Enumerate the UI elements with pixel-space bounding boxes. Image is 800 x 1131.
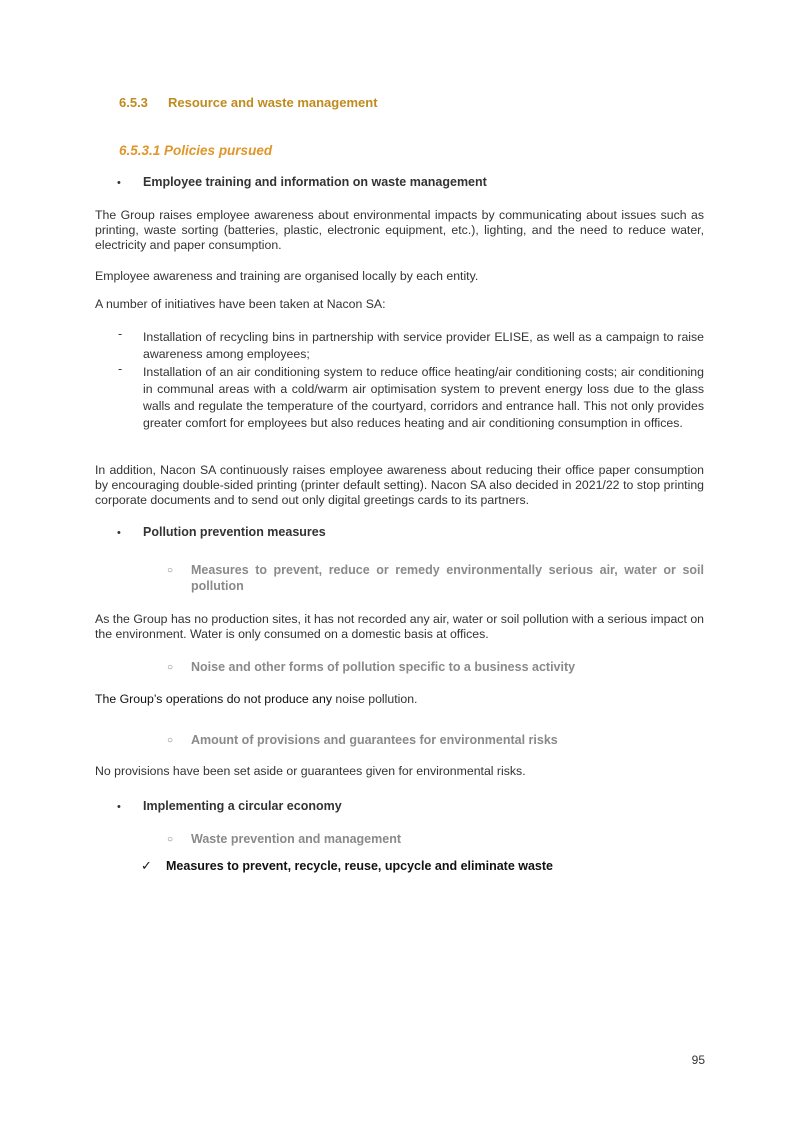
section-number: 6.5.3: [119, 95, 148, 110]
section-heading: [119, 95, 378, 110]
checkmark-icon: ✓: [141, 858, 152, 873]
paragraph-paper-consumption: In addition, Nacon SA continuously raises employee awareness about reducing their office paper consumption by encouraging double-sided printing (printer default setting). Nacon SA also decided in 2021/22 to stop printing corporate documents and to send out only digital greetings cards to its partners.: [95, 463, 704, 507]
dash-marker: -: [118, 362, 123, 376]
subheading-pollution-measures: Measures to prevent, reduce or remedy environmentally serious air, water or soil pollution: [191, 563, 704, 593]
subheading-provisions: Amount of provisions and guarantees for environmental risks: [191, 733, 558, 747]
circle-marker: ○: [167, 834, 174, 845]
bullet-marker: •: [117, 527, 121, 539]
page-number: 95: [691, 1053, 705, 1067]
circle-marker: ○: [167, 565, 174, 576]
subsection-heading: 6.5.3.1 Policies pursued: [119, 143, 273, 158]
paragraph-noise-part1: The Group’s operations do not produce any: [95, 692, 332, 706]
circle-marker: ○: [167, 662, 174, 673]
paragraph-no-production-sites: As the Group has no production sites, it has not recorded any air, water or soil pollution with a serious impact on the environment. Water is only consumed on a domestic basis at offices.: [95, 612, 704, 641]
dash-marker: -: [118, 327, 123, 341]
bullet-marker: •: [117, 177, 121, 189]
subheading-waste-prevention: Waste prevention and management: [191, 832, 401, 846]
bullet-heading-pollution: Pollution prevention measures: [143, 525, 326, 539]
paragraph-noise: [95, 692, 704, 707]
paragraph-local-training: Employee awareness and training are organised locally by each entity.: [95, 269, 479, 283]
section-title: Resource and waste management: [168, 95, 378, 110]
check-heading-waste-measures: Measures to prevent, recycle, reuse, upcycle and eliminate waste: [166, 859, 553, 873]
list-item-air-conditioning: Installation of an air conditioning system to reduce office heating/air conditioning costs; air conditioning in communal areas with a cold/warm air optimisation system to prevent energy loss due to the glass walls and regulate the temperature of the courtyard, corridors and entrance hall. This not only provides greater comfort for employees but also reduces heating and air conditioning consumption in offices.: [143, 365, 704, 430]
paragraph-noise-part2: noise pollution.: [332, 692, 418, 706]
paragraph-initiatives-intro: A number of initiatives have been taken at Nacon SA:: [95, 297, 386, 311]
bullet-marker: •: [117, 801, 121, 813]
bullet-heading-circular-economy: Implementing a circular economy: [143, 799, 342, 813]
circle-marker: ○: [167, 735, 174, 746]
list-item-recycling-bins: Installation of recycling bins in partnership with service provider ELISE, as well as a campaign to raise awareness among employees;: [143, 330, 704, 361]
paragraph-awareness: The Group raises employee awareness about environmental impacts by communicating about issues such as printing, waste sorting (batteries, plastic, electronic equipment, etc.), lighting, and the need to reduce water, electricity and paper consumption.: [95, 208, 704, 252]
bullet-heading-training: Employee training and information on waste management: [143, 175, 487, 189]
paragraph-provisions: No provisions have been set aside or guarantees given for environmental risks.: [95, 764, 526, 778]
subheading-noise-pollution: Noise and other forms of pollution specific to a business activity: [191, 660, 576, 674]
